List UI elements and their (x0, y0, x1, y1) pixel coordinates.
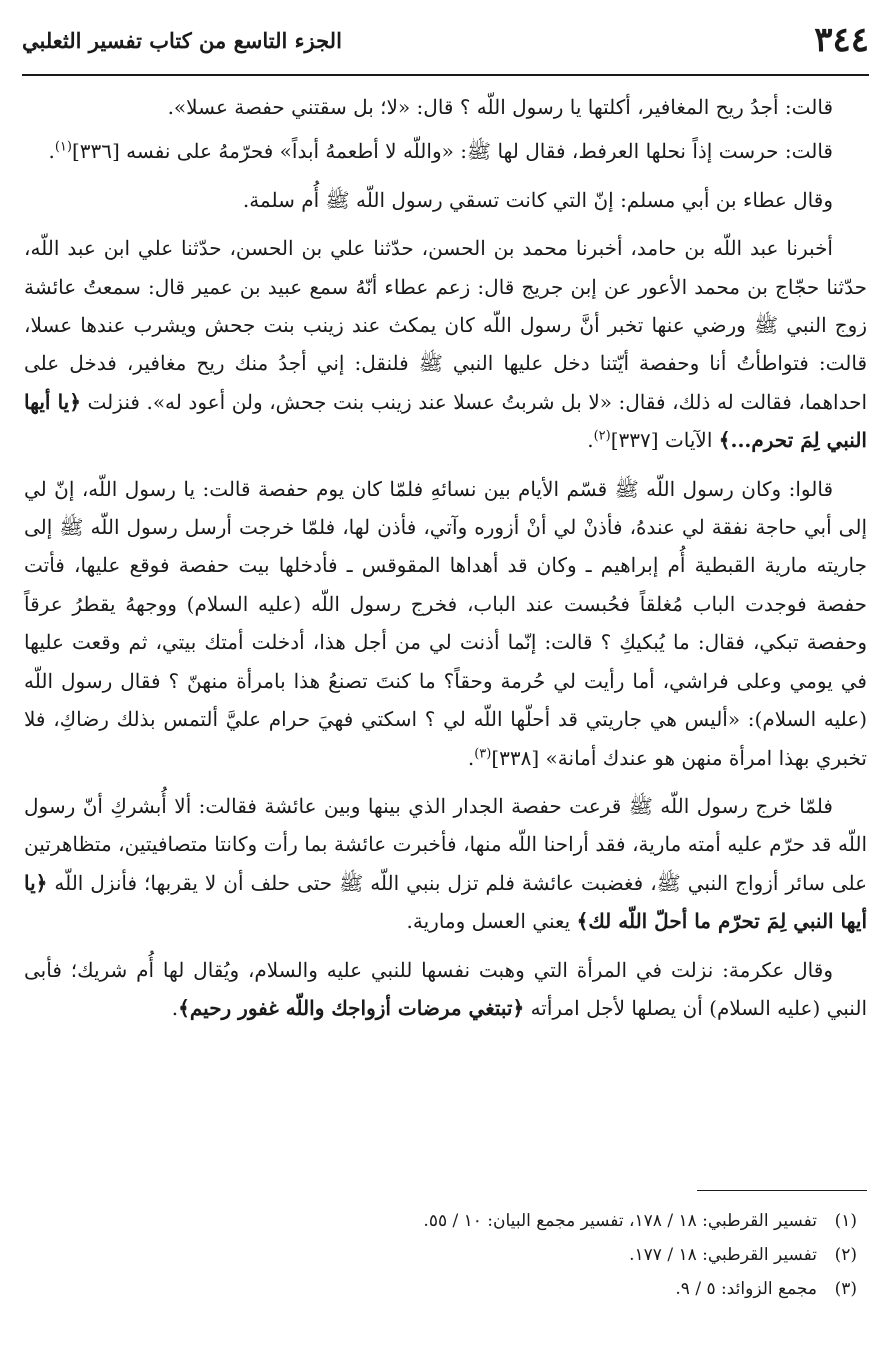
paragraph-7-end: . (171, 995, 179, 1020)
footnote-text: تفسير القرطبي: ١٨ / ١٧٧. (629, 1245, 817, 1265)
paragraph-7 (24, 951, 867, 1028)
footnote-ref-3: (٣) (474, 745, 492, 761)
footnote-text: مجمع الزوائد: ٥ / ٩. (675, 1279, 817, 1299)
page-number: ٣٤٤ (814, 20, 869, 60)
running-title: الجزء التاسع من كتاب تفسير الثعلبي (22, 28, 342, 53)
footnote-item (40, 1204, 857, 1238)
footnote-item (40, 1272, 857, 1306)
paragraph-1 (24, 88, 867, 126)
paragraph-2-end: . (48, 139, 55, 164)
quran-quote-3: ﴿تبتغي مرضات أزواجك واللّه غفور رحيم﴾ (178, 995, 525, 1020)
paragraph-4 (24, 229, 867, 459)
paragraph-1-text: قالت: أجدُ ريح المغافير، أكلتها يا رسول اللّه ؟ قال: «لا؛ بل سقتني حفصة عسلا». (167, 95, 833, 119)
footnote-item (40, 1238, 857, 1272)
footnote-number: (٣) (834, 1279, 857, 1299)
quran-quote-1: ﴿يا أيها النبي لِمَ تحرم...﴾ (24, 389, 867, 453)
footnote-number: (٢) (834, 1245, 857, 1265)
footnote-ref-2: (٢) (593, 428, 611, 444)
footnote-number: (١) (834, 1211, 857, 1231)
main-text (24, 88, 867, 1037)
paragraph-6-end: يعني العسل ومارية. (406, 909, 571, 934)
paragraph-7-text: وقال عكرمة: نزلت في المرأة التي وهبت نفسها للنبي عليه والسلام، ويُقال لها أُم شريك؛ فأبى النبي (عليه السلام) أن يصلها لأجل امرأته (24, 957, 867, 1020)
footnotes (40, 1204, 857, 1306)
footnote-text: تفسير القرطبي: ١٨ / ١٧٨، تفسير مجمع البيان: ١٠ / ٥٥. (423, 1211, 817, 1231)
paragraph-6-text: فلمّا خرج رسول اللّه ﷺ قرعت حفصة الجدار الذي بينها وبين عائشة فقالت: ألا أُبشركِ أنّ رسول اللّه قد حرّم عليه أمته مارية، فقد أراحنا اللّه منها، فأخبرت عائشة بما رأت وكانتا متصافيتين، متظاهرتين على سائر أزواج النبي ﷺ، فغضبت عائشة فلم تزل بنبي اللّه ﷺ حتى حلف أن لا يقربها؛ فأنزل اللّه (24, 793, 867, 895)
paragraph-3 (24, 181, 867, 219)
paragraph-4-end: الآيات [٣٣٧] (610, 428, 713, 453)
paragraph-5 (24, 470, 867, 777)
paragraph-3-text: وقال عطاء بن أبي مسلم: إنّ التي كانت تسقي رسول اللّه ﷺ أُم سلمة. (242, 187, 833, 212)
paragraph-5-end: . (467, 745, 475, 770)
paragraph-2 (24, 132, 867, 170)
paragraph-2-text: قالت: حرست إذاً نحلها العرفط، فقال لها ﷺ: «واللّه لا أطعمهُ أبداً» فحرّمهُ على نفسه [٣٣٦] (71, 139, 833, 164)
quran-quote-2: ﴿يا أيها النبي لِمَ تحرّم ما أحلّ اللّه لك﴾ (24, 870, 867, 934)
footnote-divider (697, 1190, 867, 1191)
paragraph-4-text: أخبرنا عبد اللّه بن حامد، أخبرنا محمد بن الحسن، حدّثنا علي بن الحسن، حدّثنا علي ابن عبد اللّه، حدّثنا حجّاج بن محمد الأعور عن إبن جريج قال: زعم عطاء أنّهُ سمع عبيد بن عمير قال: سمعتُ عائشة زوج النبي ﷺ ورضي عنها تخبر أنَّ رسول اللّه كان يمكث عند زينب بنت جحش ويشرب عندها عسلا، قالت: فتواطأتُ أنا وحفصة أيّتنا دخل عليها النبي ﷺ فلنقل: إني أجدُ منك ريح مغافير، فدخل على احداهما، فقالت له ذلك، فقال: «لا بل شربتُ عسلا عند زينب بنت جحش، ولن أعود له». فنزلت (24, 236, 868, 414)
paragraph-4-dot: . (587, 428, 594, 453)
paragraph-6 (24, 787, 867, 941)
paragraph-5-text: قالوا: وكان رسول اللّه ﷺ قسّم الأيام بين نسائهِ فلمّا كان يوم حفصة قالت: يا رسول اللّه، إنّ لي إلى أبي حاجة نفقة لي عندهُ، فأذنْ لي أنْ أزوره وآتي، فأذن لها، فلمّا خرجت أرسل رسول اللّه ﷺ إلى جاريته مارية القبطية أُم إبراهيم ـ وكان قد أهداها المقوقس ـ فأدخلها بيت حفصة فوقع عليها، فأتت حفصة فوجدت الباب مُغلقاً فحُبست عند الباب، فخرج رسول اللّه (عليه السلام) ووجههُ يقطرُ عرقاً وحفصة تبكي، فقال: ما يُبكيكِ ؟ قالت: إنّما أذنت لي من أجل هذا، أدخلت أمتك بيتي، ثم وقعت عليها في يومي وعلى فراشي، أما رأيت لي حُرمة وحقاً؟ ما كنتَ تصنعُ هذا بامرأة منهنّ ؟ فقال رسول اللّه (عليه السلام): «أليس هي جاريتي قد أحلّها اللّه لي ؟ اسكتي فهيَ حرام عليَّ ألتمس بذلك رضاكِ، فلا تخبري بهذا امرأة منهن هو عندك أمانة» [٣٣٨] (24, 476, 867, 770)
page-header (22, 14, 869, 76)
footnote-ref-1: (١) (54, 139, 72, 155)
